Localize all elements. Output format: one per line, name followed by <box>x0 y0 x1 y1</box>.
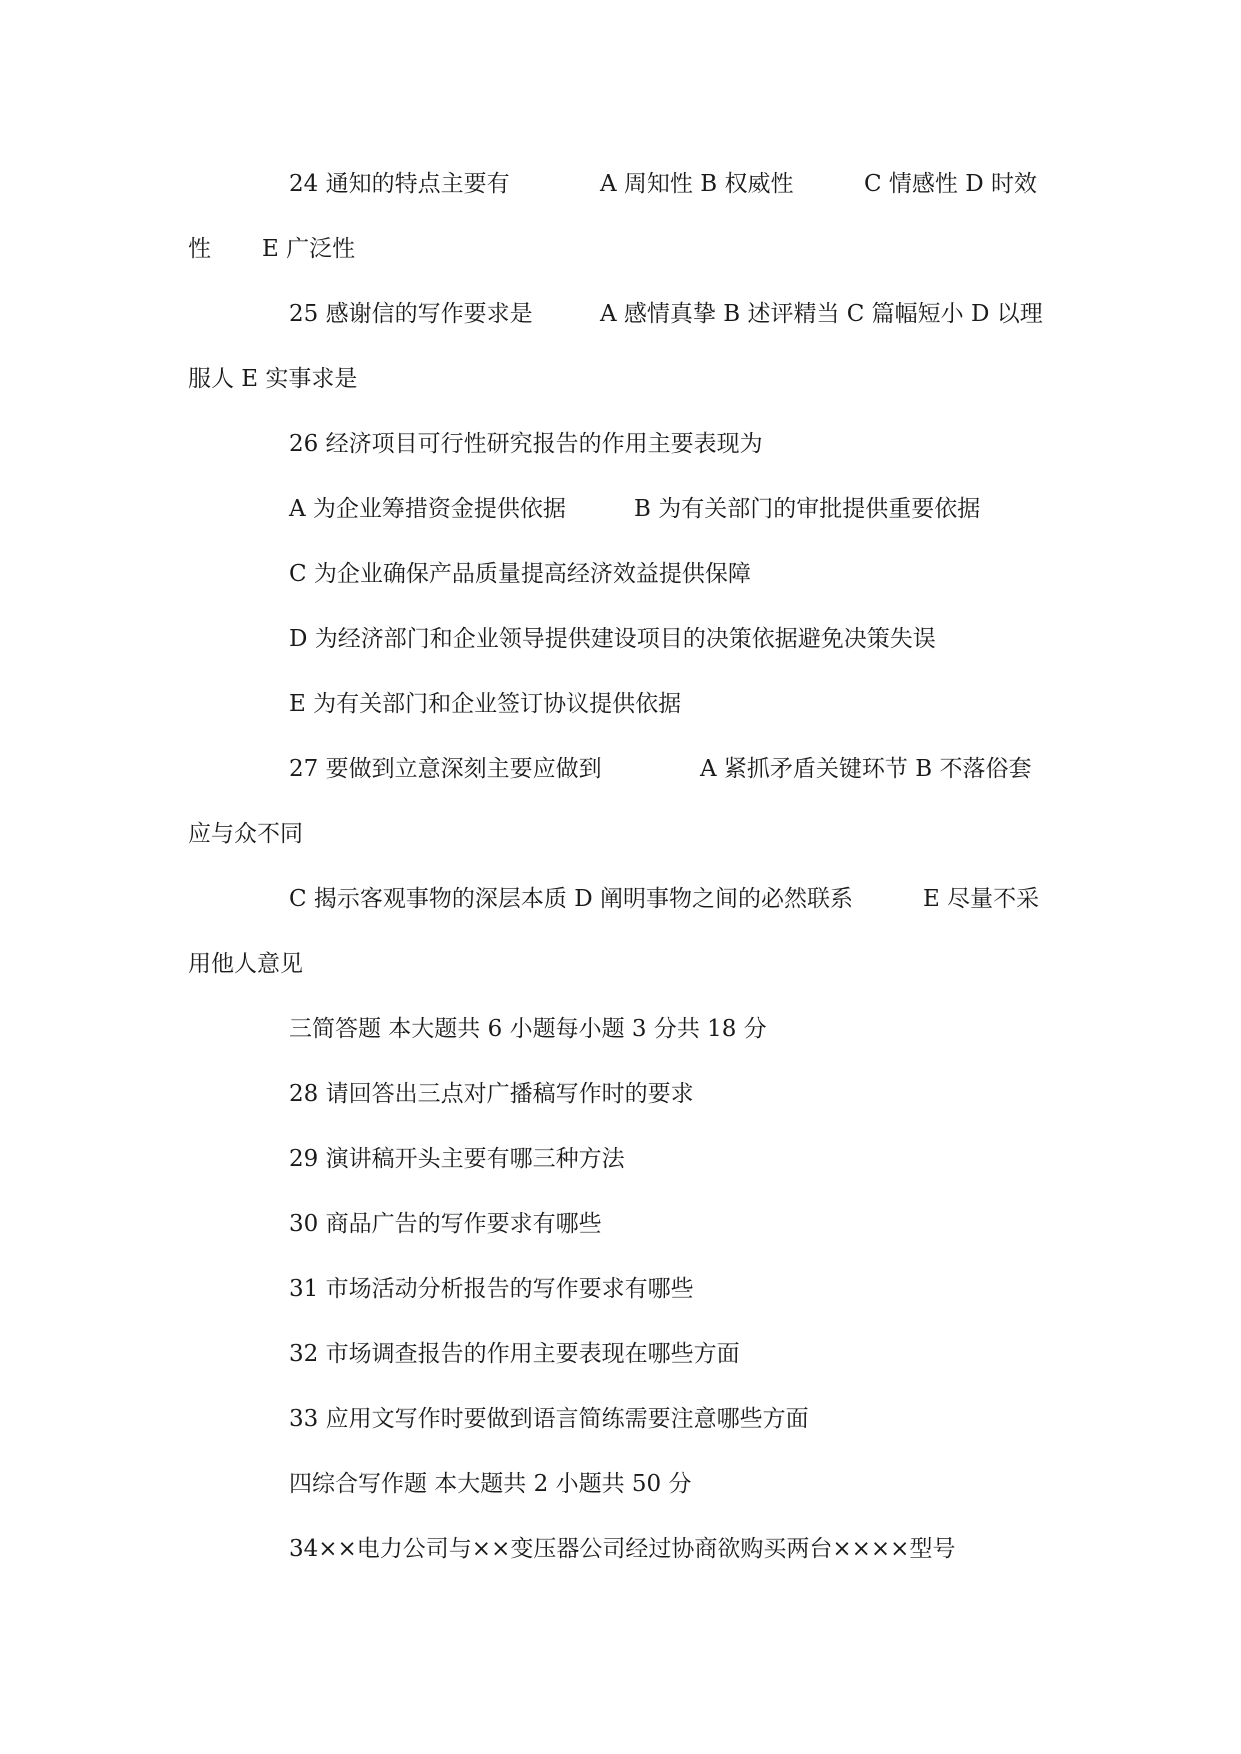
question-25-line-2 <box>188 359 1241 399</box>
question-29 <box>289 1139 1241 1179</box>
question-32-text: 32 市场调查报告的作用主要表现在哪些方面 <box>289 1341 740 1367</box>
section-4-heading <box>289 1464 1241 1504</box>
question-30-text: 30 商品广告的写作要求有哪些 <box>289 1211 602 1237</box>
question-27-line-4 <box>188 944 1241 984</box>
question-29-text: 29 演讲稿开头主要有哪三种方法 <box>289 1146 625 1172</box>
section-4-heading-text: 四综合写作题 本大题共 2 小题共 50 分 <box>289 1471 692 1497</box>
question-31-text: 31 市场活动分析报告的写作要求有哪些 <box>289 1276 694 1302</box>
question-26-option-b: B 为有关部门的审批提供重要依据 <box>634 496 981 522</box>
question-24-option-e: E 广泛性 <box>262 236 356 262</box>
section-3-heading <box>289 1009 1241 1049</box>
section-3-heading-text: 三简答题 本大题共 6 小题每小题 3 分共 18 分 <box>289 1016 767 1042</box>
question-27-line-1 <box>289 749 1241 789</box>
question-26-option-d-text: D 为经济部门和企业领导提供建设项目的决策依据避免决策失误 <box>289 626 936 652</box>
question-27-option-e: E 尽量不采 <box>923 886 1040 912</box>
question-24-continuation: 性 <box>188 236 211 262</box>
question-26-option-e <box>289 684 1241 724</box>
question-24-line-2 <box>188 229 1241 269</box>
question-34-text: 34××电力公司与××变压器公司经过协商欲购买两台××××型号 <box>289 1536 956 1562</box>
question-28 <box>289 1074 1241 1114</box>
question-31 <box>289 1269 1241 1309</box>
question-27-options-ab: A 紧抓矛盾关键环节 B 不落俗套 <box>700 756 1032 782</box>
question-26-option-a: A 为企业筹措资金提供依据 <box>289 496 566 522</box>
question-25-continuation: 服人 E 实事求是 <box>188 366 358 392</box>
question-33 <box>289 1399 1241 1439</box>
question-26-option-e-text: E 为有关部门和企业签订协议提供依据 <box>289 691 682 717</box>
question-28-text: 28 请回答出三点对广播稿写作时的要求 <box>289 1081 694 1107</box>
question-32 <box>289 1334 1241 1374</box>
question-27-options-cd: C 揭示客观事物的深层本质 D 阐明事物之间的必然联系 <box>289 886 853 912</box>
question-27-continuation: 应与众不同 <box>188 821 303 847</box>
question-25-options: A 感情真挚 B 述评精当 C 篇幅短小 D 以理 <box>600 301 1043 327</box>
question-26-stem <box>289 424 1241 464</box>
question-27-stem: 27 要做到立意深刻主要应做到 <box>289 756 602 782</box>
question-26-option-d <box>289 619 1241 659</box>
question-26-option-c-text: C 为企业确保产品质量提高经济效益提供保障 <box>289 561 751 587</box>
question-34 <box>289 1529 1241 1569</box>
question-33-text: 33 应用文写作时要做到语言简练需要注意哪些方面 <box>289 1406 809 1432</box>
question-27-line-3 <box>289 879 1241 919</box>
question-24-line-1 <box>289 164 1241 204</box>
question-24-stem: 24 通知的特点主要有 <box>289 171 510 197</box>
question-27-line-2 <box>188 814 1241 854</box>
question-25-line-1 <box>289 294 1241 334</box>
question-26-option-c <box>289 554 1241 594</box>
question-30 <box>289 1204 1241 1244</box>
question-25-stem: 25 感谢信的写作要求是 <box>289 301 533 327</box>
question-24-options-cd: C 情感性 D 时效 <box>864 171 1037 197</box>
question-26-stem-text: 26 经济项目可行性研究报告的作用主要表现为 <box>289 431 763 457</box>
question-26-options-ab <box>289 489 1241 529</box>
question-27-option-e-continuation: 用他人意见 <box>188 951 303 977</box>
question-24-options-ab: A 周知性 B 权威性 <box>600 171 794 197</box>
